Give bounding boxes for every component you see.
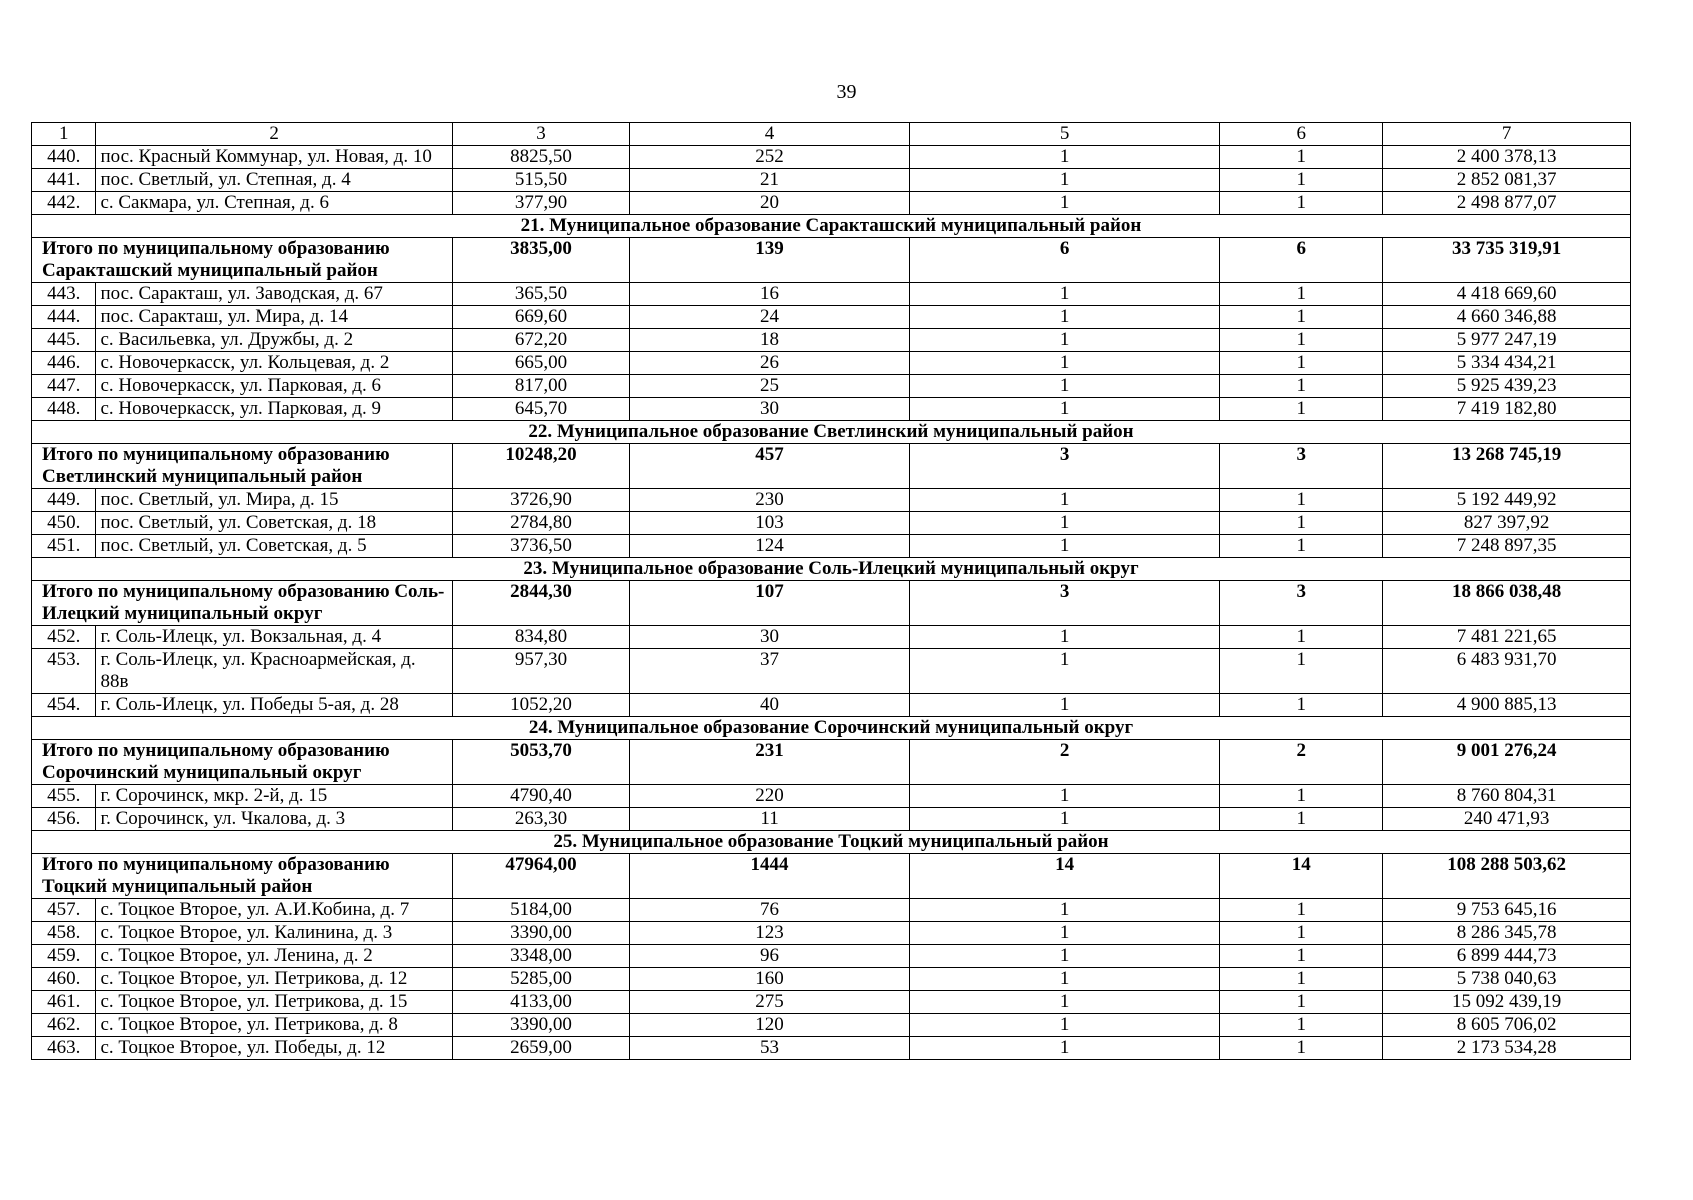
row-number: 460.: [32, 968, 96, 991]
table-row: [32, 626, 1631, 649]
row-col5: 1: [910, 694, 1220, 717]
row-residents: 160: [630, 968, 910, 991]
row-col6: 1: [1220, 899, 1383, 922]
section-header-row: [32, 215, 1631, 238]
row-col5: 1: [910, 512, 1220, 535]
row-col6: 1: [1220, 398, 1383, 421]
total-row: [32, 740, 1631, 785]
row-col6: 1: [1220, 489, 1383, 512]
row-col5: 1: [910, 146, 1220, 169]
row-amount: 5 977 247,19: [1383, 329, 1631, 352]
total-col6: 3: [1220, 444, 1383, 489]
row-col6: 1: [1220, 785, 1383, 808]
total-col5: 14: [910, 854, 1220, 899]
row-col6: 1: [1220, 626, 1383, 649]
section-title: 21. Муниципальное образование Саракташский муниципальный район: [32, 215, 1631, 238]
row-area: 957,30: [452, 649, 629, 694]
row-residents: 26: [630, 352, 910, 375]
row-col5: 1: [910, 649, 1220, 694]
row-area: 3390,00: [452, 1014, 629, 1037]
total-residents: 107: [630, 581, 910, 626]
row-area: 515,50: [452, 169, 629, 192]
table-row: [32, 991, 1631, 1014]
section-header-row: [32, 717, 1631, 740]
row-residents: 30: [630, 398, 910, 421]
table-row: [32, 922, 1631, 945]
row-col5: 1: [910, 808, 1220, 831]
row-col5: 1: [910, 192, 1220, 215]
total-amount: 18 866 038,48: [1383, 581, 1631, 626]
row-number: 447.: [32, 375, 96, 398]
row-residents: 96: [630, 945, 910, 968]
row-number: 455.: [32, 785, 96, 808]
row-col5: 1: [910, 352, 1220, 375]
row-col6: 1: [1220, 968, 1383, 991]
row-address: г. Сорочинск, ул. Чкалова, д. 3: [96, 808, 452, 831]
row-col6: 1: [1220, 352, 1383, 375]
row-residents: 53: [630, 1037, 910, 1060]
row-number: 442.: [32, 192, 96, 215]
row-amount: 2 400 378,13: [1383, 146, 1631, 169]
table-row: [32, 808, 1631, 831]
row-residents: 30: [630, 626, 910, 649]
table-row: [32, 1037, 1631, 1060]
row-col6: 1: [1220, 169, 1383, 192]
row-amount: 4 660 346,88: [1383, 306, 1631, 329]
row-col5: 1: [910, 968, 1220, 991]
row-address: пос. Саракташ, ул. Заводская, д. 67: [96, 283, 452, 306]
row-amount: 5 738 040,63: [1383, 968, 1631, 991]
total-area: 47964,00: [452, 854, 629, 899]
row-col6: 1: [1220, 945, 1383, 968]
table-body: [32, 123, 1631, 1060]
row-area: 834,80: [452, 626, 629, 649]
row-col6: 1: [1220, 375, 1383, 398]
row-number: 446.: [32, 352, 96, 375]
row-col6: 1: [1220, 283, 1383, 306]
row-col5: 1: [910, 169, 1220, 192]
column-number: 2: [96, 123, 452, 146]
row-amount: 2 852 081,37: [1383, 169, 1631, 192]
row-residents: 123: [630, 922, 910, 945]
total-row: [32, 854, 1631, 899]
row-col5: 1: [910, 329, 1220, 352]
row-residents: 220: [630, 785, 910, 808]
row-number: 448.: [32, 398, 96, 421]
row-residents: 120: [630, 1014, 910, 1037]
column-number: 4: [630, 123, 910, 146]
row-amount: 5 334 434,21: [1383, 352, 1631, 375]
row-address: пос. Саракташ, ул. Мира, д. 14: [96, 306, 452, 329]
total-col5: 6: [910, 238, 1220, 283]
row-amount: 4 900 885,13: [1383, 694, 1631, 717]
total-amount: 33 735 319,91: [1383, 238, 1631, 283]
table-row: [32, 283, 1631, 306]
row-col5: 1: [910, 306, 1220, 329]
row-col6: 1: [1220, 535, 1383, 558]
row-address: с. Тоцкое Второе, ул. Петрикова, д. 8: [96, 1014, 452, 1037]
row-number: 459.: [32, 945, 96, 968]
total-row: [32, 444, 1631, 489]
row-address: с. Тоцкое Второе, ул. Петрикова, д. 15: [96, 991, 452, 1014]
page-number: 39: [836, 81, 857, 103]
row-residents: 76: [630, 899, 910, 922]
row-col5: 1: [910, 785, 1220, 808]
row-col6: 1: [1220, 146, 1383, 169]
row-amount: 7 248 897,35: [1383, 535, 1631, 558]
row-number: 441.: [32, 169, 96, 192]
total-area: 10248,20: [452, 444, 629, 489]
column-number-row: [32, 123, 1631, 146]
table-row: [32, 169, 1631, 192]
row-amount: 2 173 534,28: [1383, 1037, 1631, 1060]
table-row: [32, 489, 1631, 512]
row-address: г. Сорочинск, мкр. 2-й, д. 15: [96, 785, 452, 808]
row-number: 443.: [32, 283, 96, 306]
table-row: [32, 306, 1631, 329]
row-area: 377,90: [452, 192, 629, 215]
total-label: Итого по муниципальному образованию Светлинский муниципальный район: [32, 444, 453, 489]
table-row: [32, 535, 1631, 558]
row-area: 2659,00: [452, 1037, 629, 1060]
row-residents: 124: [630, 535, 910, 558]
column-number: 3: [452, 123, 629, 146]
row-address: с. Новочеркасск, ул. Кольцевая, д. 2: [96, 352, 452, 375]
row-amount: 4 418 669,60: [1383, 283, 1631, 306]
row-number: 452.: [32, 626, 96, 649]
row-amount: 8 760 804,31: [1383, 785, 1631, 808]
section-title: 23. Муниципальное образование Соль-Илецкий муниципальный округ: [32, 558, 1631, 581]
row-col6: 1: [1220, 991, 1383, 1014]
row-area: 4790,40: [452, 785, 629, 808]
row-address: пос. Светлый, ул. Степная, д. 4: [96, 169, 452, 192]
row-col5: 1: [910, 535, 1220, 558]
total-col6: 6: [1220, 238, 1383, 283]
row-number: 450.: [32, 512, 96, 535]
row-col5: 1: [910, 626, 1220, 649]
row-col5: 1: [910, 899, 1220, 922]
total-residents: 1444: [630, 854, 910, 899]
row-number: 457.: [32, 899, 96, 922]
total-row: [32, 581, 1631, 626]
row-col5: 1: [910, 1014, 1220, 1037]
row-area: 3736,50: [452, 535, 629, 558]
row-address: с. Тоцкое Второе, ул. Калинина, д. 3: [96, 922, 452, 945]
table-row: [32, 329, 1631, 352]
total-amount: 9 001 276,24: [1383, 740, 1631, 785]
row-number: 461.: [32, 991, 96, 1014]
column-number: 1: [32, 123, 96, 146]
row-residents: 275: [630, 991, 910, 1014]
row-col5: 1: [910, 283, 1220, 306]
total-label: Итого по муниципальному образованию Саракташский муниципальный район: [32, 238, 453, 283]
row-address: с. Васильевка, ул. Дружбы, д. 2: [96, 329, 452, 352]
total-area: 3835,00: [452, 238, 629, 283]
row-amount: 7 419 182,80: [1383, 398, 1631, 421]
total-col6: 2: [1220, 740, 1383, 785]
row-area: 672,20: [452, 329, 629, 352]
row-number: 451.: [32, 535, 96, 558]
row-col5: 1: [910, 375, 1220, 398]
row-number: 444.: [32, 306, 96, 329]
total-col6: 3: [1220, 581, 1383, 626]
row-amount: 8 286 345,78: [1383, 922, 1631, 945]
total-col5: 2: [910, 740, 1220, 785]
row-col5: 1: [910, 489, 1220, 512]
row-address: с. Новочеркасск, ул. Парковая, д. 9: [96, 398, 452, 421]
row-number: 463.: [32, 1037, 96, 1060]
row-amount: 9 753 645,16: [1383, 899, 1631, 922]
table-row: [32, 375, 1631, 398]
total-residents: 139: [630, 238, 910, 283]
column-number: 6: [1220, 123, 1383, 146]
table-row: [32, 146, 1631, 169]
row-area: 8825,50: [452, 146, 629, 169]
table-row: [32, 398, 1631, 421]
total-col6: 14: [1220, 854, 1383, 899]
section-header-row: [32, 421, 1631, 444]
row-area: 817,00: [452, 375, 629, 398]
row-address: г. Соль-Илецк, ул. Победы 5-ая, д. 28: [96, 694, 452, 717]
row-col6: 1: [1220, 649, 1383, 694]
row-address: г. Соль-Илецк, ул. Вокзальная, д. 4: [96, 626, 452, 649]
row-number: 462.: [32, 1014, 96, 1037]
row-amount: 15 092 439,19: [1383, 991, 1631, 1014]
row-address: пос. Светлый, ул. Советская, д. 18: [96, 512, 452, 535]
row-area: 3726,90: [452, 489, 629, 512]
row-col6: 1: [1220, 922, 1383, 945]
row-address: г. Соль-Илецк, ул. Красноармейская, д. 88в: [96, 649, 452, 694]
row-residents: 37: [630, 649, 910, 694]
row-residents: 25: [630, 375, 910, 398]
row-area: 669,60: [452, 306, 629, 329]
total-label: Итого по муниципальному образованию Тоцкий муниципальный район: [32, 854, 453, 899]
row-col6: 1: [1220, 512, 1383, 535]
row-address: с. Тоцкое Второе, ул. Победы, д. 12: [96, 1037, 452, 1060]
total-amount: 108 288 503,62: [1383, 854, 1631, 899]
table-row: [32, 785, 1631, 808]
row-col6: 1: [1220, 192, 1383, 215]
row-amount: 2 498 877,07: [1383, 192, 1631, 215]
row-col5: 1: [910, 945, 1220, 968]
total-residents: 457: [630, 444, 910, 489]
row-area: 263,30: [452, 808, 629, 831]
table-row: [32, 512, 1631, 535]
table-row: [32, 694, 1631, 717]
row-area: 3348,00: [452, 945, 629, 968]
row-residents: 18: [630, 329, 910, 352]
row-address: пос. Красный Коммунар, ул. Новая, д. 10: [96, 146, 452, 169]
row-address: с. Тоцкое Второе, ул. Петрикова, д. 12: [96, 968, 452, 991]
row-number: 445.: [32, 329, 96, 352]
row-area: 4133,00: [452, 991, 629, 1014]
row-col5: 1: [910, 922, 1220, 945]
row-area: 2784,80: [452, 512, 629, 535]
row-col5: 1: [910, 1037, 1220, 1060]
row-residents: 230: [630, 489, 910, 512]
total-label: Итого по муниципальному образованию Сорочинский муниципальный округ: [32, 740, 453, 785]
table-row: [32, 352, 1631, 375]
row-amount: 240 471,93: [1383, 808, 1631, 831]
row-address: пос. Светлый, ул. Мира, д. 15: [96, 489, 452, 512]
row-col6: 1: [1220, 306, 1383, 329]
row-col6: 1: [1220, 1014, 1383, 1037]
row-residents: 24: [630, 306, 910, 329]
row-number: 449.: [32, 489, 96, 512]
section-title: 25. Муниципальное образование Тоцкий муниципальный район: [32, 831, 1631, 854]
total-row: [32, 238, 1631, 283]
table-row: [32, 192, 1631, 215]
row-residents: 11: [630, 808, 910, 831]
row-col5: 1: [910, 398, 1220, 421]
row-area: 665,00: [452, 352, 629, 375]
row-residents: 103: [630, 512, 910, 535]
table-row: [32, 1014, 1631, 1037]
row-number: 456.: [32, 808, 96, 831]
section-title: 22. Муниципальное образование Светлинский муниципальный район: [32, 421, 1631, 444]
row-col6: 1: [1220, 694, 1383, 717]
row-area: 365,50: [452, 283, 629, 306]
total-amount: 13 268 745,19: [1383, 444, 1631, 489]
row-address: с. Тоцкое Второе, ул. А.И.Кобина, д. 7: [96, 899, 452, 922]
row-area: 5285,00: [452, 968, 629, 991]
row-col5: 1: [910, 991, 1220, 1014]
row-number: 453.: [32, 649, 96, 694]
row-address: с. Сакмара, ул. Степная, д. 6: [96, 192, 452, 215]
row-amount: 5 192 449,92: [1383, 489, 1631, 512]
register-table: [31, 122, 1631, 1060]
total-area: 5053,70: [452, 740, 629, 785]
section-header-row: [32, 831, 1631, 854]
row-number: 454.: [32, 694, 96, 717]
row-residents: 21: [630, 169, 910, 192]
row-amount: 6 899 444,73: [1383, 945, 1631, 968]
total-label: Итого по муниципальному образованию Соль-Илецкий муниципальный округ: [32, 581, 453, 626]
row-residents: 16: [630, 283, 910, 306]
row-address: пос. Светлый, ул. Советская, д. 5: [96, 535, 452, 558]
column-number: 5: [910, 123, 1220, 146]
row-amount: 8 605 706,02: [1383, 1014, 1631, 1037]
total-residents: 231: [630, 740, 910, 785]
table-row: [32, 968, 1631, 991]
row-area: 3390,00: [452, 922, 629, 945]
row-number: 458.: [32, 922, 96, 945]
row-number: 440.: [32, 146, 96, 169]
row-area: 5184,00: [452, 899, 629, 922]
row-col6: 1: [1220, 1037, 1383, 1060]
row-residents: 252: [630, 146, 910, 169]
section-header-row: [32, 558, 1631, 581]
row-address: с. Новочеркасск, ул. Парковая, д. 6: [96, 375, 452, 398]
row-amount: 827 397,92: [1383, 512, 1631, 535]
column-number: 7: [1383, 123, 1631, 146]
table-row: [32, 649, 1631, 694]
row-residents: 20: [630, 192, 910, 215]
row-address: с. Тоцкое Второе, ул. Ленина, д. 2: [96, 945, 452, 968]
total-col5: 3: [910, 444, 1220, 489]
row-col6: 1: [1220, 329, 1383, 352]
section-title: 24. Муниципальное образование Сорочинский муниципальный округ: [32, 717, 1631, 740]
row-area: 645,70: [452, 398, 629, 421]
row-col6: 1: [1220, 808, 1383, 831]
row-residents: 40: [630, 694, 910, 717]
row-amount: 6 483 931,70: [1383, 649, 1631, 694]
total-area: 2844,30: [452, 581, 629, 626]
row-amount: 7 481 221,65: [1383, 626, 1631, 649]
table-row: [32, 945, 1631, 968]
row-area: 1052,20: [452, 694, 629, 717]
table-row: [32, 899, 1631, 922]
total-col5: 3: [910, 581, 1220, 626]
row-amount: 5 925 439,23: [1383, 375, 1631, 398]
